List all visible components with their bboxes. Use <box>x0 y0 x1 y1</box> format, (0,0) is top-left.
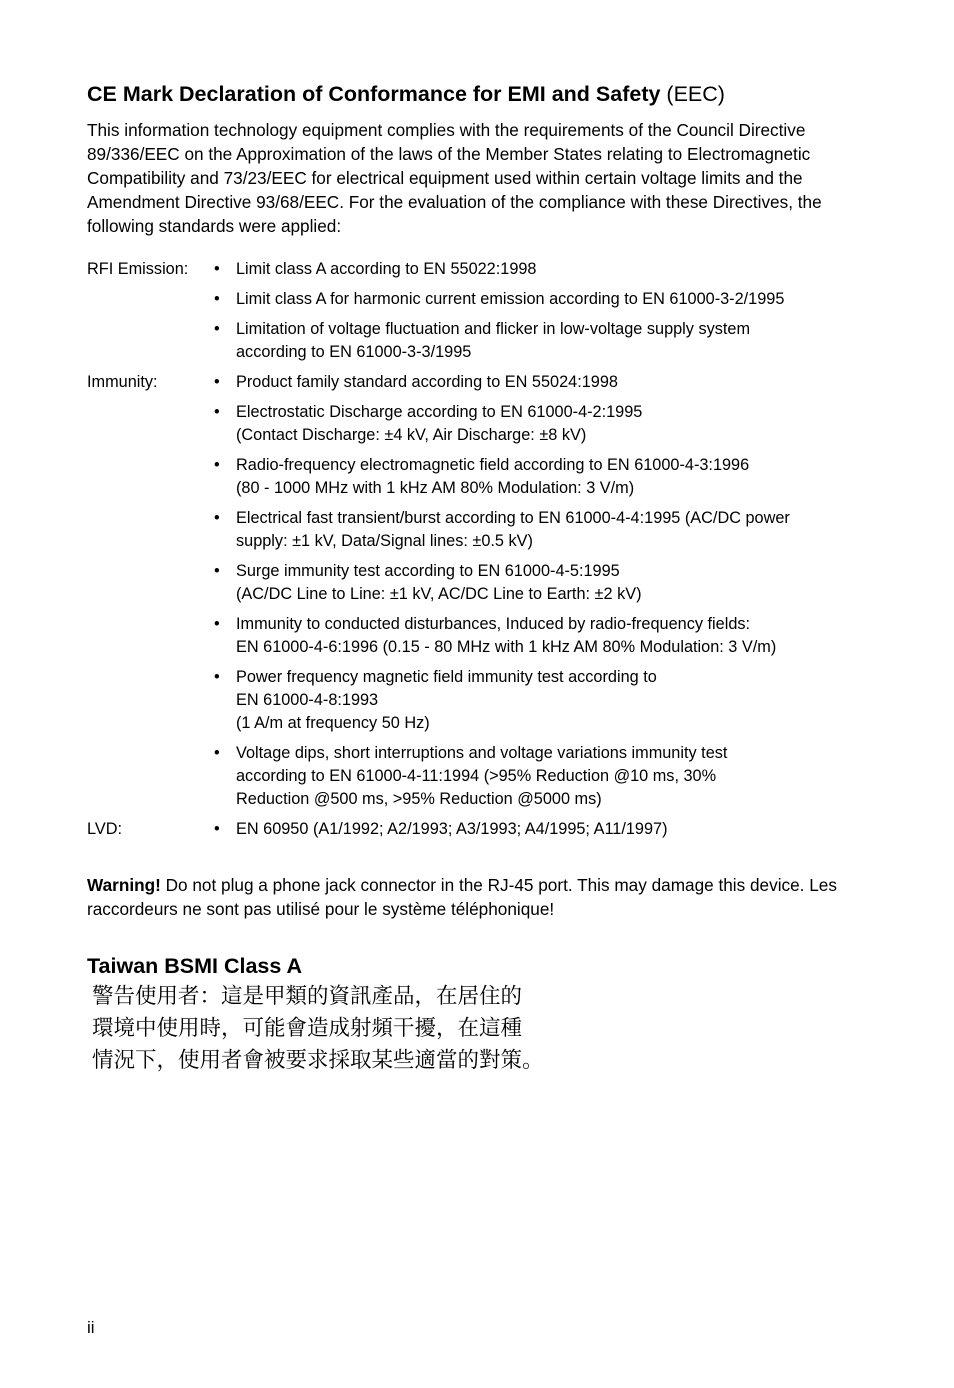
standards-group <box>87 371 857 818</box>
list-item-text: Product family standard according to EN 55024:1998 <box>236 373 618 391</box>
list-item-text: Limit class A according to EN 55022:1998 <box>236 260 537 278</box>
list-item <box>211 288 857 311</box>
ce-title-bold: CE Mark Declaration of Conformance for EMI and Safety <box>87 82 661 106</box>
list-item-text: Electrical fast transient/burst according to EN 61000-4-4:1995 (AC/DC power supply: ±1 kV, Data/Signal lines: ±0.5 kV) <box>236 509 790 550</box>
bullet-icon: • <box>214 260 220 278</box>
list-item-text: Limitation of voltage fluctuation and flicker in low-voltage supply system according to EN 61000-3-3/1995 <box>236 320 751 361</box>
taiwan-bsmi-statement: 警告使用者：這是甲類的資訊產品，在居住的 環境中使用時，可能會造成射頻干擾，在這種 情況下，使用者會被要求採取某些適當的對策。 <box>92 984 544 1073</box>
bullet-icon: • <box>214 668 220 686</box>
list-item <box>211 454 857 500</box>
standards-group <box>87 818 857 848</box>
taiwan-section-title: Taiwan BSMI Class A <box>87 954 303 978</box>
warning-label: Warning! <box>87 875 161 895</box>
list-item-text: Surge immunity test according to EN 61000-4-5:1995 (AC/DC Line to Line: ±1 kV, AC/DC Line to Earth: ±2 kV) <box>236 562 642 603</box>
list-item-text: Electrostatic Discharge according to EN 61000-4-2:1995 (Contact Discharge: ±4 kV, Air Discharge: ±8 kV) <box>236 403 643 444</box>
list-item <box>211 507 857 553</box>
list-item-text: EN 60950 (A1/1992; A2/1993; A3/1993; A4/1995; A11/1997) <box>236 820 668 838</box>
standards-items <box>211 371 857 818</box>
standards-group <box>87 258 857 371</box>
ce-title-suffix: (EEC) <box>660 82 725 106</box>
bullet-icon: • <box>214 509 220 527</box>
standards-group-label: Immunity: <box>87 373 158 391</box>
standards-items <box>211 818 857 848</box>
warning-text: Do not plug a phone jack connector in the RJ-45 port. This may damage this device. Les raccordeurs ne sont pas utilisé pour le système téléphonique! <box>87 875 837 919</box>
list-item <box>211 666 857 735</box>
list-item-text: Immunity to conducted disturbances, Induced by radio-frequency fields: EN 61000-4-6:1996 (0.15 - 80 MHz with 1 kHz AM 80% Modulation: 3 V/m) <box>236 615 777 656</box>
list-item <box>211 258 857 281</box>
bullet-icon: • <box>214 373 220 391</box>
list-item <box>211 401 857 447</box>
bullet-icon: • <box>214 403 220 421</box>
list-item <box>211 318 857 364</box>
standards-list <box>87 258 857 848</box>
bullet-icon: • <box>214 320 220 338</box>
bullet-icon: • <box>214 290 220 308</box>
list-item <box>211 742 857 811</box>
warning-paragraph <box>87 873 857 921</box>
bullet-icon: • <box>214 744 220 762</box>
list-item <box>211 818 857 841</box>
bullet-icon: • <box>214 615 220 633</box>
ce-section-title <box>87 80 857 108</box>
bullet-icon: • <box>214 456 220 474</box>
list-item-text: Power frequency magnetic field immunity test according to EN 61000-4-8:1993 (1 A/m at frequency 50 Hz) <box>236 668 657 732</box>
ce-intro-paragraph: This information technology equipment complies with the requirements of the Council Directive 89/336/EEC on the Approximation of the laws of the Member States relating to Electromagnetic Compatibility and 73/23/EEC for electrical equipment used within certain voltage limits and the Amendment Directive 93/68/EEC. For the evaluation of the compliance with these Directives, the following standards were applied: <box>87 120 822 236</box>
list-item <box>211 560 857 606</box>
document-page <box>87 80 857 1077</box>
list-item-text: Radio-frequency electromagnetic field according to EN 61000-4-3:1996 (80 - 1000 MHz with 1 kHz AM 80% Modulation: 3 V/m) <box>236 456 750 497</box>
bullet-icon: • <box>214 820 220 838</box>
standards-group-label: RFI Emission: <box>87 260 189 278</box>
page-number: ii <box>87 1318 95 1337</box>
list-item <box>211 613 857 659</box>
bullet-icon: • <box>214 562 220 580</box>
standards-group-label: LVD: <box>87 820 122 838</box>
standards-items <box>211 258 857 371</box>
list-item-text: Limit class A for harmonic current emission according to EN 61000-3-2/1995 <box>236 290 785 308</box>
list-item-text: Voltage dips, short interruptions and voltage variations immunity test according to EN 61000-4-11:1994 (>95% Reduction @10 ms, 30% Reduction @500 ms, >95% Reduction @5000 ms) <box>236 744 728 808</box>
list-item <box>211 371 857 394</box>
